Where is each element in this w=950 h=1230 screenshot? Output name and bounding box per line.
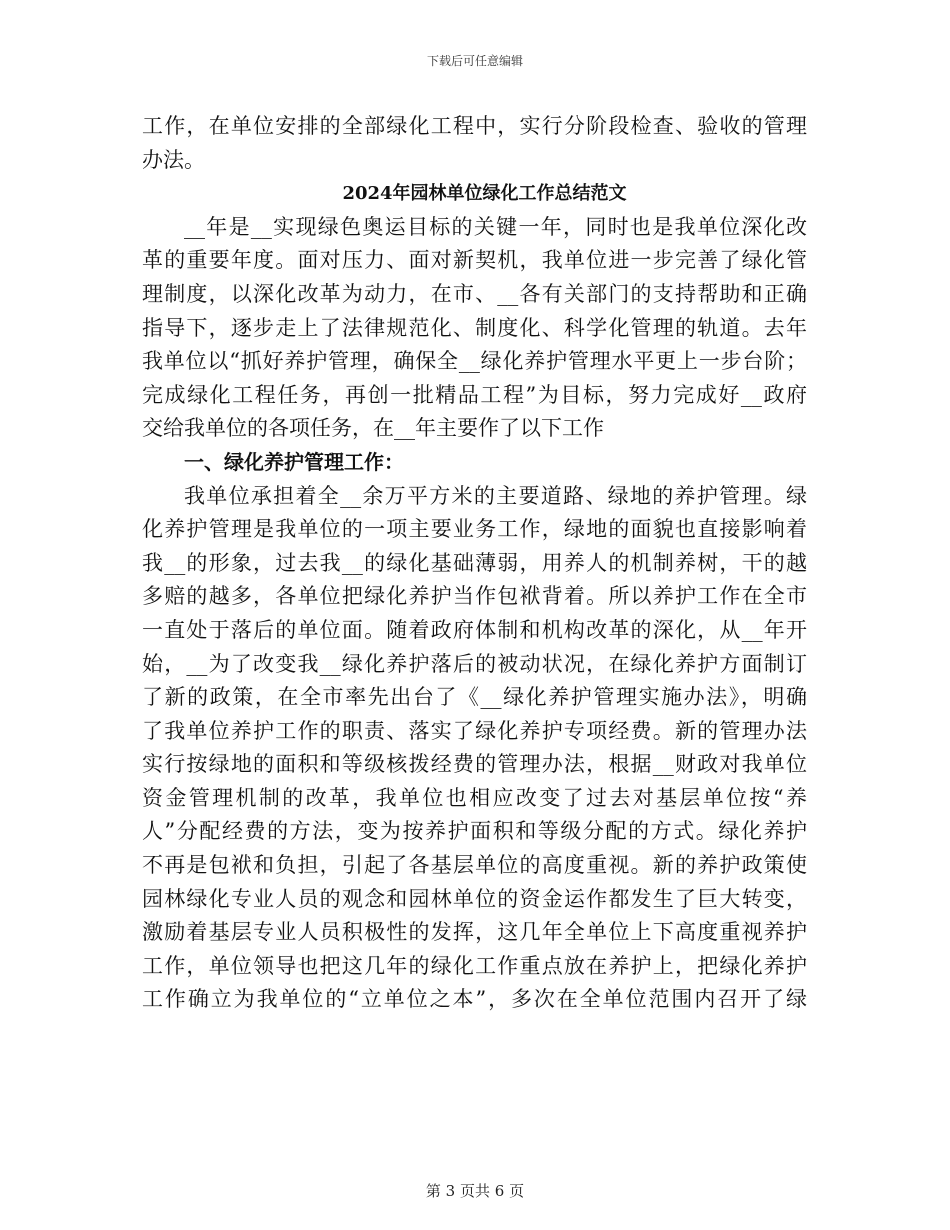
text-line: 始，__为了改变我__绿化养护落后的被动状况，在绿化养护方面制订 xyxy=(142,651,807,676)
text-line: 交给我单位的各项任务，在__年主要作了以下工作 xyxy=(142,416,604,441)
text-line: 了我单位养护工作的职责、落实了绿化养护专项经费。新的管理办法 xyxy=(142,718,807,743)
text-line: 我__的形象，过去我__的绿化基础薄弱，用养人的机制养树，干的越 xyxy=(142,550,807,575)
text-line: 实行按绿地的面积和等级核拨经费的管理办法，根据__财政对我单位 xyxy=(142,752,807,777)
intro-paragraph xyxy=(142,110,807,177)
text-line: 我单位以“抓好养护管理，确保全__绿化养护管理水平更上一步台阶； xyxy=(142,349,807,374)
section-heading: 一、绿化养护管理工作： xyxy=(184,449,404,474)
text-line: 办法。 xyxy=(142,147,205,172)
text-line: 工作，在单位安排的全部绿化工程中，实行分阶段检查、验收的管理 xyxy=(142,114,807,138)
text-line: 资金管理机制的改革，我单位也相应改变了过去对基层单位按“养 xyxy=(142,785,807,810)
document-body xyxy=(142,110,807,1017)
text-line: 多赔的越多，各单位把绿化养护当作包袱背着。所以养护工作在全市 xyxy=(142,584,807,609)
text-line: 了新的政策，在全市率先出台了《__绿化养护管理实施办法》，明确 xyxy=(142,685,807,710)
text-line: 我单位承担着全__余万平方米的主要道路、绿地的养护管理。绿 xyxy=(184,483,807,508)
text-line: 园林绿化专业人员的观念和园林单位的资金运作都发生了巨大转变， xyxy=(142,886,807,911)
text-line: 一直处于落后的单位面。随着政府体制和机构改革的深化，从__年开 xyxy=(142,617,807,642)
text-line: 不再是包袱和负担，引起了各基层单位的高度重视。新的养护政策使 xyxy=(142,853,807,878)
page-footer: 第 3 页共 6 页 xyxy=(425,1182,525,1200)
text-line: 革的重要年度。面对压力、面对新契机，我单位进一步完善了绿化管 xyxy=(142,248,807,273)
text-line: 化养护管理是我单位的一项主要业务工作，绿地的面貌也直接影响着 xyxy=(142,517,807,542)
paragraph-1 xyxy=(142,211,807,446)
text-line: 完成绿化工程任务，再创一批精品工程”为目标，努力完成好__政府 xyxy=(142,382,807,407)
page-header: 下载后可任意编辑 xyxy=(426,54,523,68)
text-line: 工作确立为我单位的“立单位之本”，多次在全单位范围内召开了绿 xyxy=(142,987,807,1012)
text-line: 人”分配经费的方法，变为按养护面积和等级分配的方式。绿化养护 xyxy=(142,819,807,844)
text-line: 理制度，以深化改革为动力，在市、__各有关部门的支持帮助和正确 xyxy=(142,281,807,306)
text-line: 指导下，逐步走上了法律规范化、制度化、科学化管理的轨道。去年 xyxy=(142,315,807,340)
text-line: __年是__实现绿色奥运目标的关键一年，同时也是我单位深化改 xyxy=(184,214,807,239)
document-title: 2024年园林单位绿化工作总结范文 xyxy=(342,183,627,205)
paragraph-2 xyxy=(142,480,807,1018)
text-line: 激励着基层专业人员积极性的发挥，这几年全单位上下高度重视养护 xyxy=(142,920,807,945)
text-line: 工作，单位领导也把这几年的绿化工作重点放在养护上，把绿化养护 xyxy=(142,953,807,978)
